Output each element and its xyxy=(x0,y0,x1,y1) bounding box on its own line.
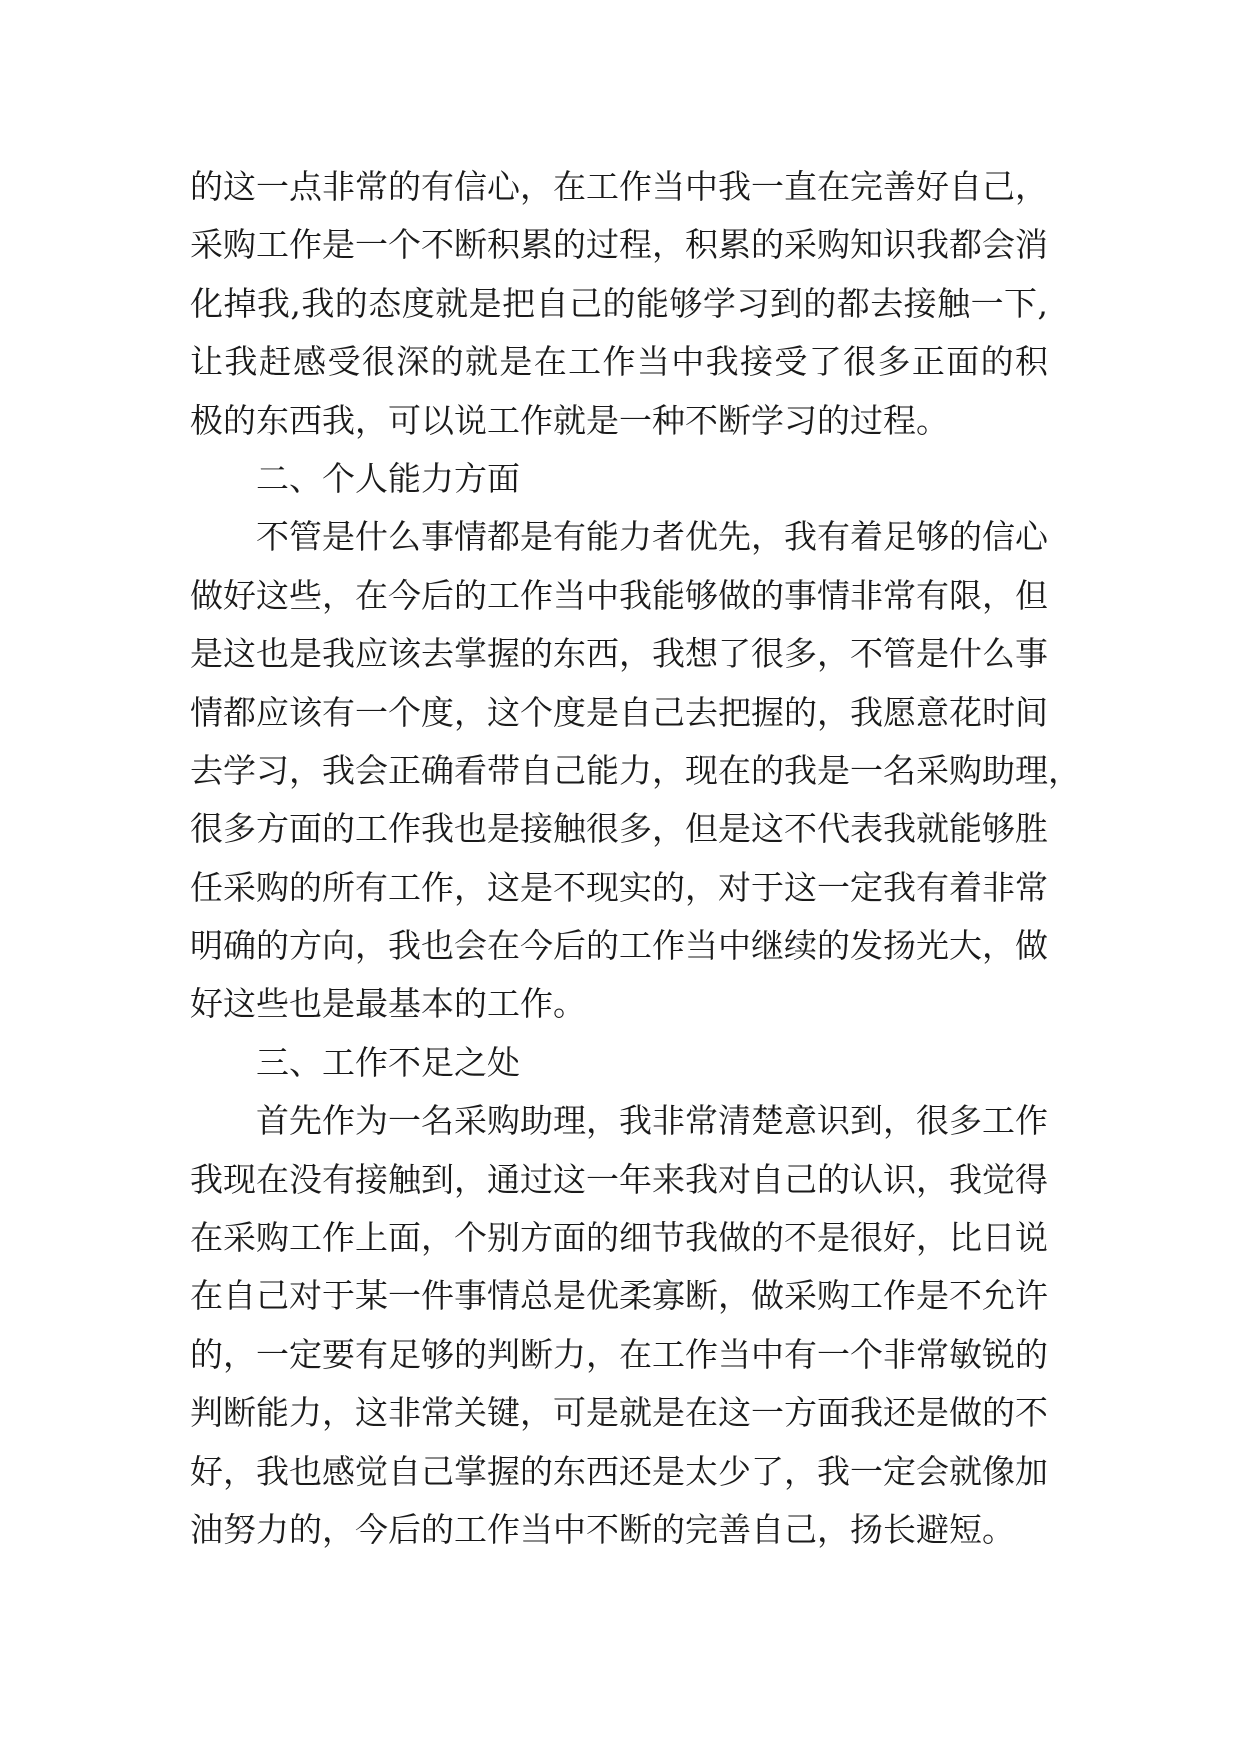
text-line: 明确的方向，我也会在今后的工作当中继续的发扬光大，做 xyxy=(190,926,1048,966)
text-line: 让我赶感受很深的就是在工作当中我接受了很多正面的积 xyxy=(190,342,1048,382)
text-line: 判断能力，这非常关键，可是就是在这一方面我还是做的不 xyxy=(190,1393,1048,1433)
text-line: 做好这些，在今后的工作当中我能够做的事情非常有限，但 xyxy=(190,575,1048,615)
text-line: 采购工作是一个不断积累的过程，积累的采购知识我都会消 xyxy=(190,225,1048,265)
text-line: 油努力的，今后的工作当中不断的完善自己，扬长避短。 xyxy=(190,1509,1015,1549)
text-line: 去学习，我会正确看带自己能力，现在的我是一名采购助理， xyxy=(190,750,1081,790)
text-line: 很多方面的工作我也是接触很多，但是这不代表我就能够胜 xyxy=(190,809,1048,849)
text-line: 好这些也是最基本的工作。 xyxy=(190,984,586,1024)
text-line: 我现在没有接触到，通过这一年来我对自己的认识，我觉得 xyxy=(190,1159,1048,1199)
document-body xyxy=(190,158,1090,1559)
text-line: 在自己对于某一件事情总是优柔寡断，做采购工作是不允许 xyxy=(190,1276,1048,1316)
text-line: 任采购的所有工作，这是不现实的，对于这一定我有着非常 xyxy=(190,867,1048,907)
text-line: 首先作为一名采购助理，我非常清楚意识到，很多工作 xyxy=(256,1101,1048,1141)
text-line: 情都应该有一个度，这个度是自己去把握的，我愿意花时间 xyxy=(190,692,1048,732)
text-line: 是这也是我应该去掌握的东西，我想了很多，不管是什么事 xyxy=(190,634,1048,674)
text-line: 化掉我,我的态度就是把自己的能够学习到的都去接触一下, xyxy=(190,283,1048,323)
text-line: 不管是什么事情都是有能力者优先，我有着足够的信心 xyxy=(256,517,1048,557)
section-heading: 二、个人能力方面 xyxy=(256,458,520,498)
text-line: 极的东西我，可以说工作就是一种不断学习的过程。 xyxy=(190,400,949,440)
text-line: 的，一定要有足够的判断力，在工作当中有一个非常敏锐的 xyxy=(190,1334,1048,1374)
text-line: 在采购工作上面，个别方面的细节我做的不是很好，比日说 xyxy=(190,1218,1048,1258)
text-line: 好，我也感觉自己掌握的东西还是太少了，我一定会就像加 xyxy=(190,1451,1048,1491)
text-line: 的这一点非常的有信心，在工作当中我一直在完善好自己， xyxy=(190,167,1048,206)
section-heading: 三、工作不足之处 xyxy=(256,1042,520,1082)
